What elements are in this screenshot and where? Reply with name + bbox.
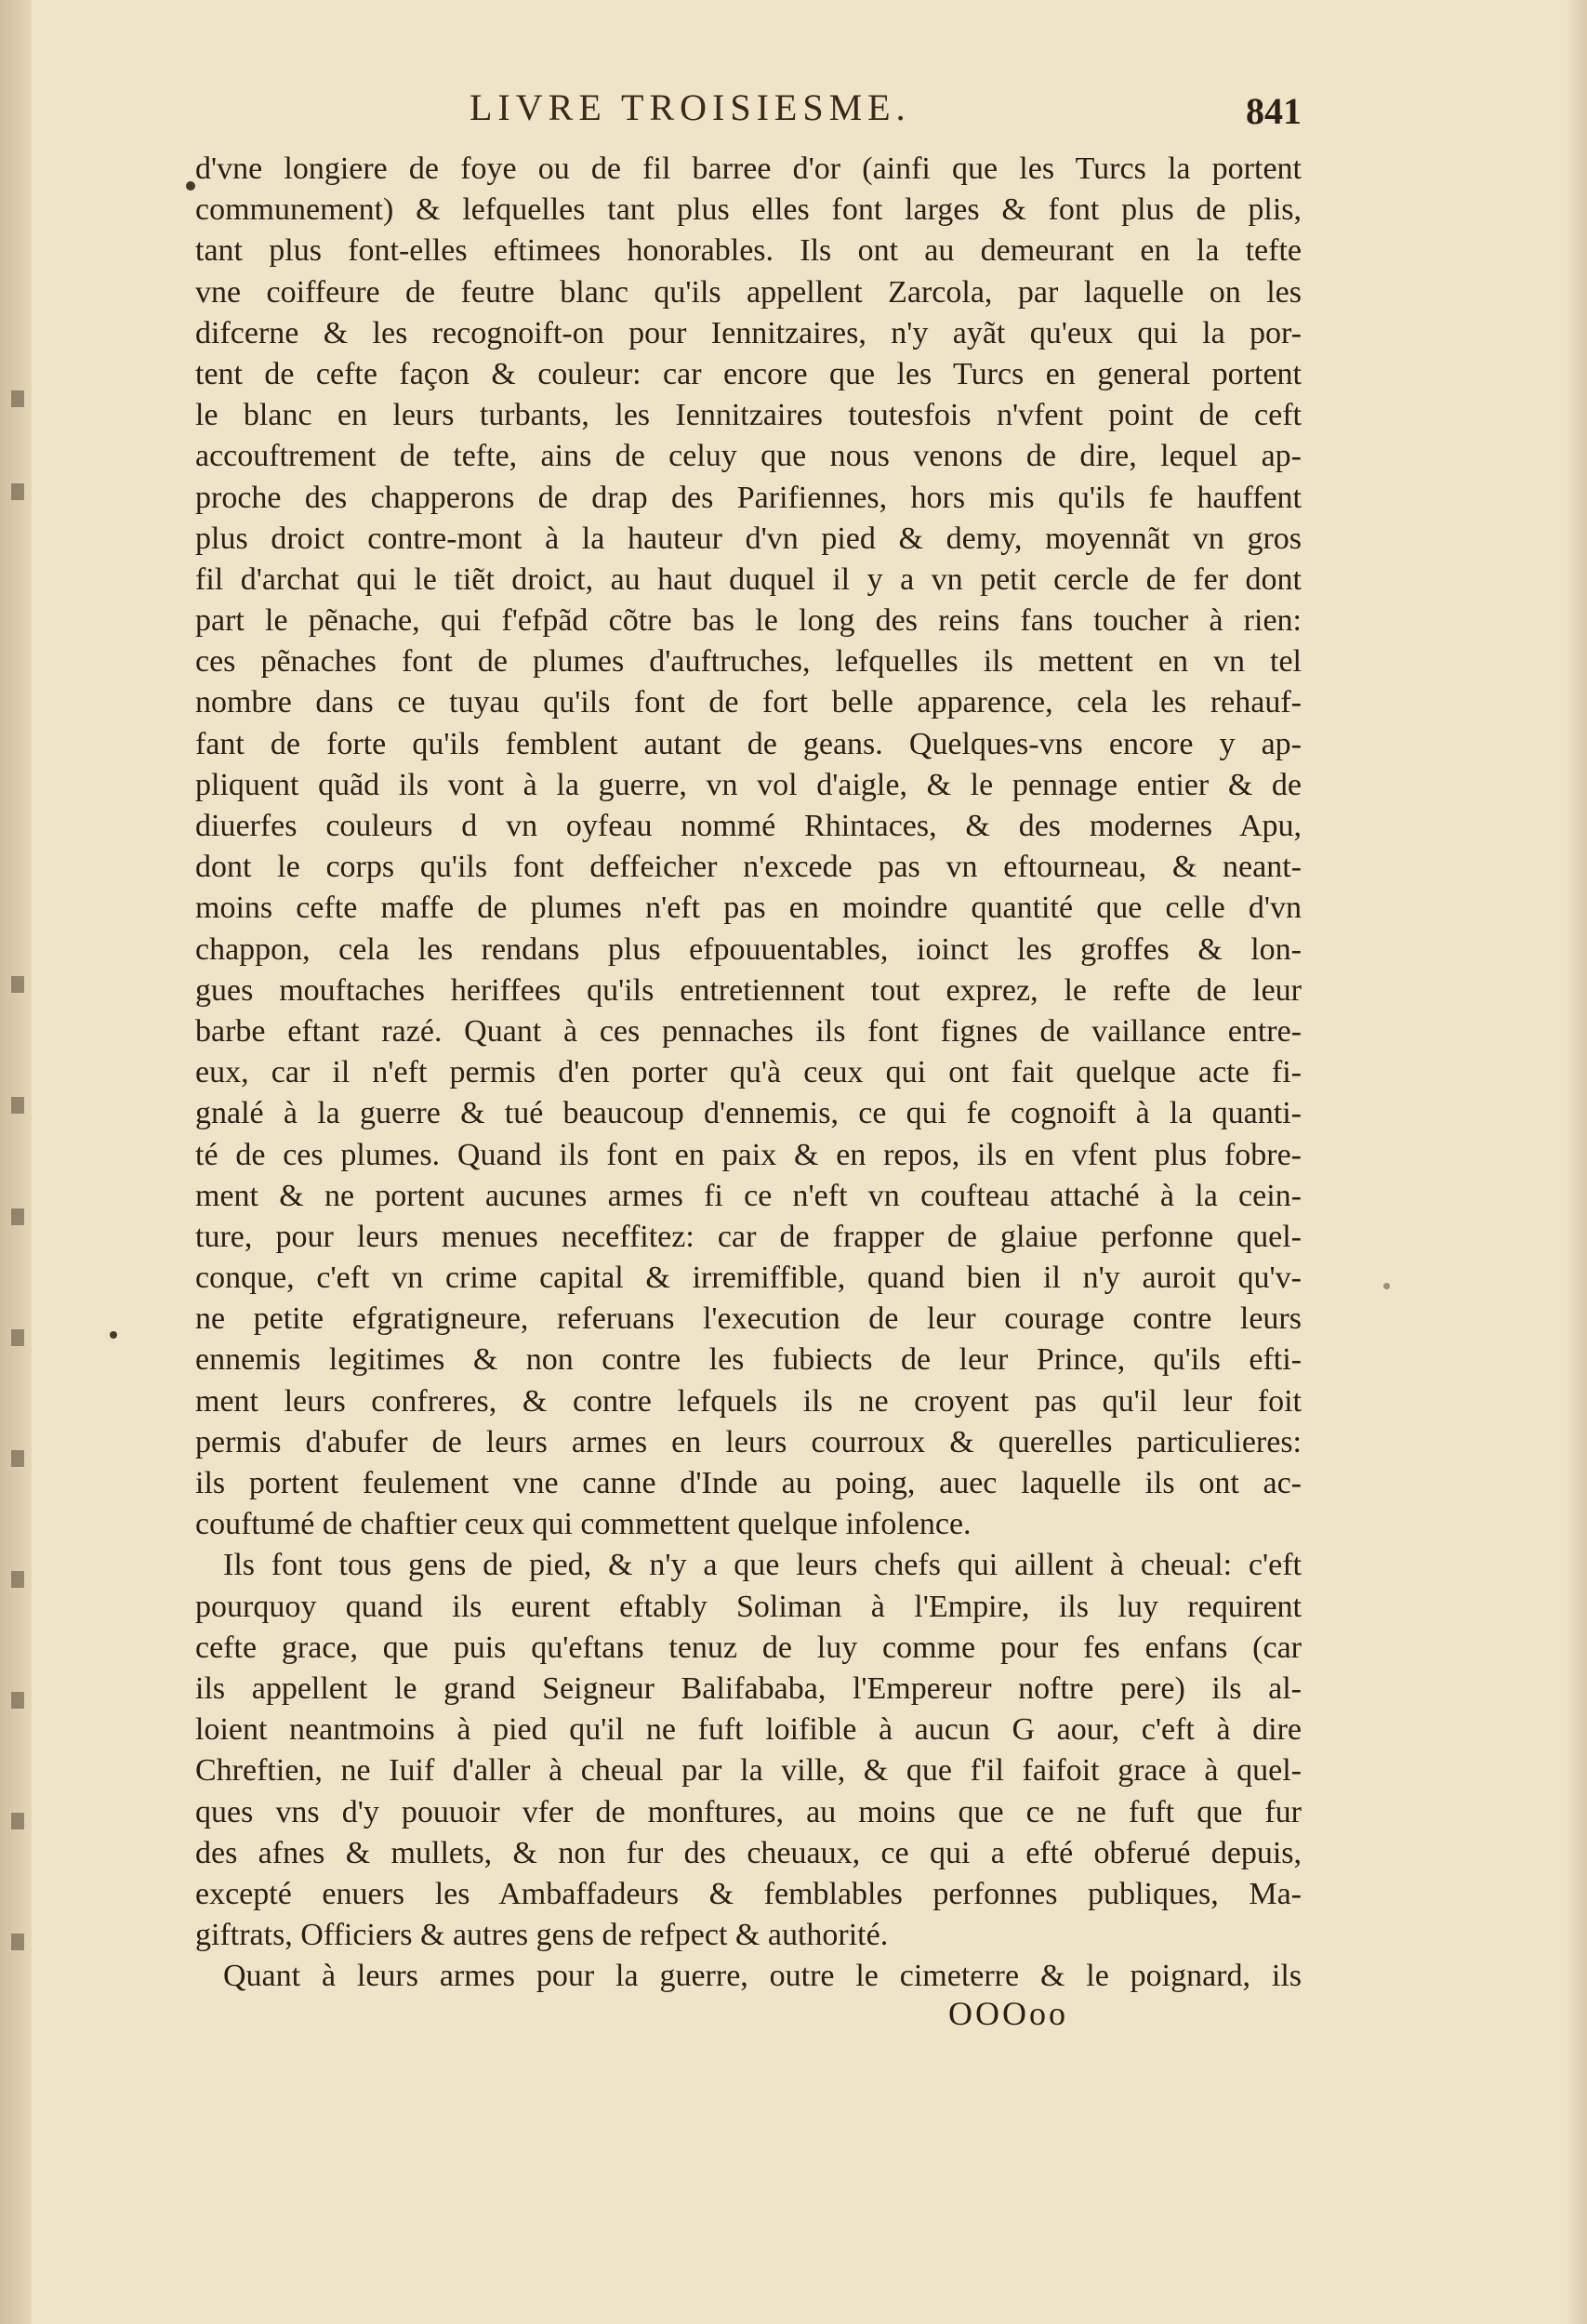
text-line: ment leurs confreres, & contre lefquels ils ne croyent pas qu'il leur foit [195,1383,1302,1419]
text-line: ils portent feulement vne canne d'Inde au poing, auec laquelle ils ont ac- [195,1466,1302,1500]
text-line: communement) & lefquelles tant plus elles font larges & font plus de plis, [195,192,1302,228]
text-line: proche des chapperons de drap des Parifiennes, hors mis qu'ils fe hauffent [195,480,1302,515]
ink-speck [186,181,195,191]
text-line: conque, c'eft vn crime capital & irremiffible, quand bien il n'y auroit qu'v- [195,1261,1302,1296]
ink-speck [1383,1283,1390,1289]
margin-mark [11,1450,24,1467]
text-line: barbe eftant razé. Quant à ces pennaches ils font fignes de vaillance entre- [195,1013,1302,1049]
margin-mark [11,1813,24,1829]
text-line: moins cefte maffe de plumes n'eft pas en moindre quantité que celle d'vn [195,891,1302,926]
text-line: difcerne & les recognoift-on pour Iennitzaires, n'y ayãt qu'eux qui la por- [195,315,1302,350]
text-line: pliquent quãd ils vont à la guerre, vn vol d'aigle, & le pennage entier & de [195,767,1302,802]
margin-mark [11,1097,24,1114]
text-line: couftumé de chaftier ceux qui commettent quelque infolence. [195,1507,972,1542]
margin-mark [11,1571,24,1588]
text-line: le blanc en leurs turbants, les Iennitzaires toutesfois n'vfent point de ceft [195,398,1302,433]
margin-mark [11,390,24,407]
text-line: vne coiffeure de feutre blanc qu'ils appellent Zarcola, par laquelle on les [195,274,1302,310]
text-line: part le pẽnache, qui f'efpãd cõtre bas le long des reins fans toucher à rien: [195,603,1302,639]
paragraph-start-line: Ils font tous gens de pied, & n'y a que leurs chefs qui aillent à cheual: c'eft [223,1548,1302,1583]
margin-mark [11,483,24,500]
margin-mark [11,976,24,993]
text-line: permis d'abufer de leurs armes en leurs courroux & querelles particulieres: [195,1424,1302,1459]
text-line: ces pẽnaches font de plumes d'auftruches, lefquelles ils mettent en vn tel [195,644,1302,680]
text-line: d'vne longiere de foye ou de fil barree d'or (ainfi que les Turcs la portent [195,152,1302,186]
paragraph-start-line: Quant à leurs armes pour la guerre, outre le cimeterre & le poignard, ils [223,1959,1302,1994]
catchword: OOOoo [948,1995,1068,2032]
text-line: eux, car il n'eft permis d'en porter qu'à ceux qui ont fait quelque acte fi- [195,1055,1302,1090]
margin-mark [11,1329,24,1346]
text-line: nombre dans ce tuyau qu'ils font de fort belle apparence, cela les rehauf- [195,685,1302,720]
text-line: ture, pour leurs menues neceffitez: car de frapper de glaiue perfonne quel- [195,1219,1302,1254]
margin-mark [11,1208,24,1225]
body-text [195,149,1302,1997]
text-line: tant plus font-elles eftimees honorables. Ils ont au demeurant en la tefte [195,233,1302,269]
text-line: giftrats, Officiers & autres gens de refpect & authorité. [195,1918,889,1953]
text-line: fil d'archat qui le tiẽt droict, au haut duquel il y a vn petit cercle de fer dont [195,561,1302,597]
text-line: ils appellent le grand Seigneur Balifababa, l'Empereur noftre pere) ils al- [195,1670,1302,1706]
text-line: accouftrement de tefte, ains de celuy que nous venons de dire, lequel ap- [195,439,1302,474]
text-line: ne petite efgratigneure, referuans l'execution de leur courage contre leurs [195,1301,1302,1337]
text-line: loient neantmoins à pied qu'il ne fuft loifible à aucun G aour, c'eft à dire [195,1712,1302,1748]
text-line: pourquoy quand ils eurent eftably Soliman à l'Empire, ils luy requirent [195,1589,1302,1624]
ink-speck [110,1331,117,1339]
running-title: LIVRE TROISIESME. [469,86,911,128]
text-line: tent de cefte façon & couleur: car encore que les Turcs en general portent [195,356,1302,391]
text-line: chappon, cela les rendans plus efpouuentables, ioinct les groffes & lon- [195,931,1302,967]
text-line: excepté enuers les Ambaffadeurs & femblables perfonnes publiques, Ma- [195,1876,1302,1911]
text-line: ment & ne portent aucunes armes fi ce n'eft vn coufteau attaché à la cein- [195,1178,1302,1213]
text-line: dont le corps qu'ils font deffeicher n'excede pas vn eftourneau, & neant- [195,850,1302,885]
text-line: gnalé à la guerre & tué beaucoup d'ennemis, ce qui fe cognoift à la quanti- [195,1096,1302,1131]
page-header [195,86,1302,141]
text-line: des afnes & mullets, & non fur des cheuaux, ce qui a efté obferué depuis, [195,1835,1302,1870]
text-line: té de ces plumes. Quand ils font en paix & en repos, ils en vfent plus fobre- [195,1137,1302,1172]
text-line: fant de forte qu'ils femblent autant de geans. Quelques-vns encore y ap- [195,726,1302,761]
text-line: gues mouftaches heriffees qu'ils entretiennent tout exprez, le refte de leur [195,972,1302,1008]
margin-mark [11,1934,24,1950]
text-line: ennemis legitimes & non contre les fubiects de leur Prince, qu'ils efti- [195,1342,1302,1378]
text-line: diuerfes couleurs d vn oyfeau nommé Rhintaces, & des modernes Apu, [195,809,1302,843]
text-line: Chreftien, ne Iuif d'aller à cheual par la ville, & que f'il faifoit grace à quel- [195,1753,1302,1789]
page-number: 841 [1246,90,1302,132]
text-line: cefte grace, que puis qu'eftans tenuz de luy comme pour fes enfans (car [195,1630,1302,1665]
margin-mark [11,1692,24,1709]
text-line: plus droict contre-mont à la hauteur d'vn pied & demy, moyennãt vn gros [195,521,1302,556]
text-line: ques vns d'y pouuoir vfer de monftures, au moins que ce ne fuft que fur [195,1794,1302,1829]
